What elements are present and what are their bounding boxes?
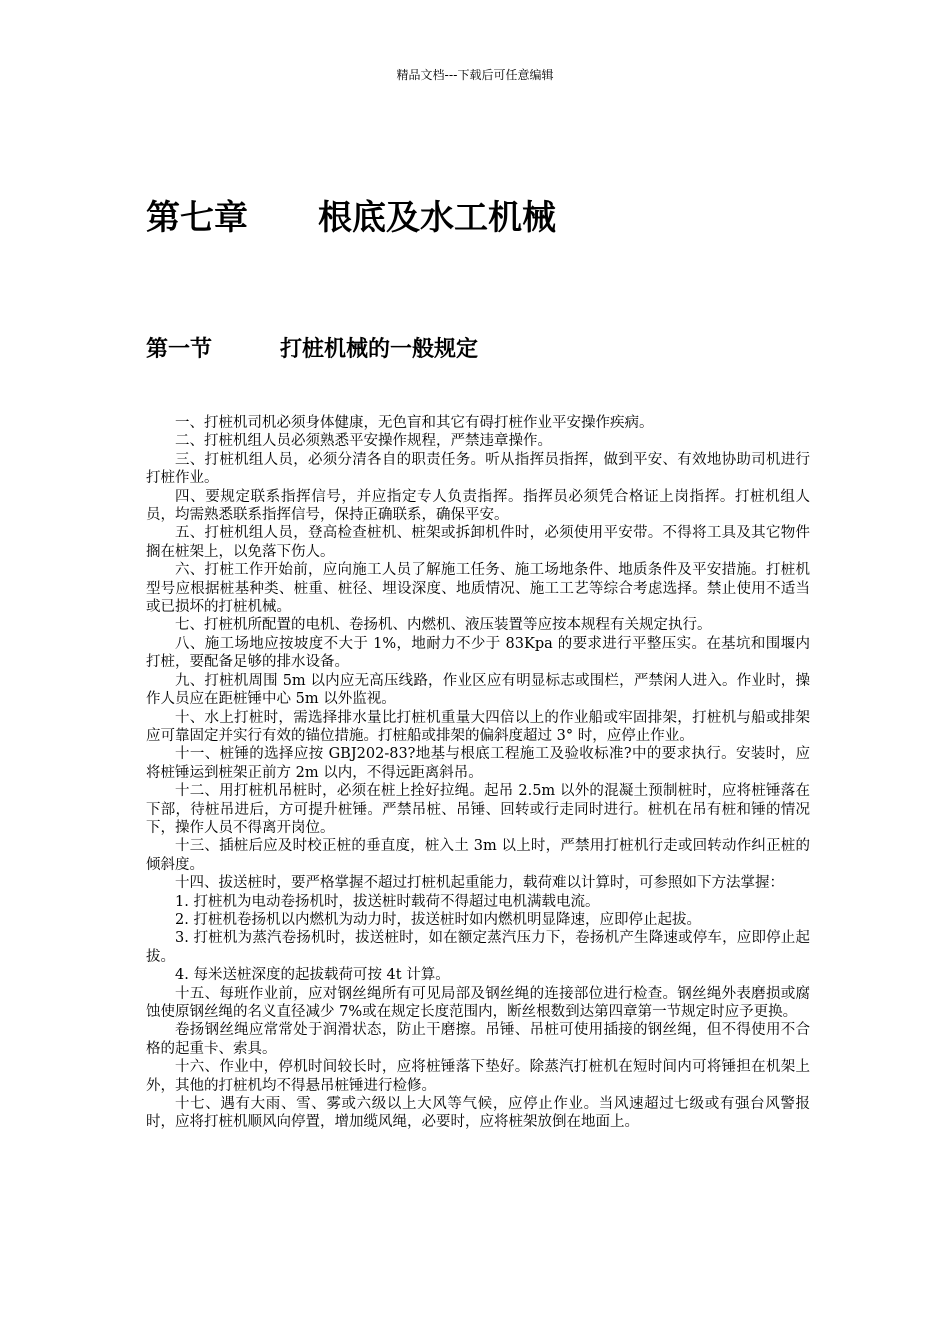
paragraph: 十五、每班作业前，应对钢丝绳所有可见局部及钢丝绳的连接部位进行检查。钢丝绳外表磨损或腐蚀使原钢丝绳的名义直径减少 7%或在规定长度范围内，断丝根数到达第四章第一节规定时应予更换。 — [146, 985, 810, 1020]
paragraph: 三、打桩机组人员，必须分清各自的职责任务。听从指挥员指挥，做到平安、有效地协助司机进行打桩作业。 — [146, 451, 810, 487]
paragraph: 一、打桩机司机必须身体健康，无色盲和其它有碍打桩作业平安操作疾病。 — [175, 415, 654, 431]
section-number: 第一节 — [146, 337, 213, 362]
paragraph: 七、打桩机所配置的电机、卷扬机、内燃机、液压装置等应按本规程有关规定执行。 — [175, 617, 712, 634]
paragraph: 十六、作业中，停机时间较长时，应将桩锤落下垫好。除蒸汽打桩机在短时间内可将锤担在机架上外，其他的打桩机均不得悬吊桩锤进行检修。 — [146, 1059, 810, 1094]
list-item: 3. 打桩机为蒸汽卷扬机时，拔送桩时，如在额定蒸汽压力下，卷扬机产生降速或停车，应即停止起拔。 — [146, 930, 810, 965]
list-item: 2. 打桩机卷扬机以内燃机为动力时，拔送桩时如内燃机明显降速，应即停止起拔。 — [175, 911, 701, 928]
page-header: 精品文档---下载后可任意编辑 — [396, 68, 554, 82]
paragraph: 六、打桩工作开始前，应向施工人员了解施工任务、施工场地条件、地质条件及平安措施。打桩机型号应根据桩基种类、桩重、桩径、埋设深度、地质情况、施工工艺等综合考虑选择。禁止使用不适当或已损坏的打桩机械。 — [146, 562, 810, 616]
paragraph: 卷扬钢丝绳应常常处于润滑状态，防止干磨擦。吊锤、吊桩可使用插接的钢丝绳，但不得使用不合格的起重卡、索具。 — [146, 1022, 810, 1057]
paragraph: 十、水上打桩时，需选择排水量比打桩机重量大四倍以上的作业船或牢固排架，打桩机与船或排架应可靠固定并实行有效的锚位措施。打桩船或排架的偏斜度超过 3° 时，应停止作业。 — [146, 709, 810, 744]
paragraph: 五、打桩机组人员，登高检查桩机、桩架或拆卸机件时，必须使用平安带。不得将工具及其它物件搁在桩架上，以免落下伤人。 — [146, 525, 810, 560]
list-item: 4. 每米送桩深度的起拔载荷可按 4t 计算。 — [175, 967, 450, 984]
section-heading — [146, 335, 478, 365]
paragraph: 四、要规定联系指挥信号，并应指定专人负责指挥。指挥员必须凭合格证上岗指挥。打桩机组人员，均需熟悉联系指挥信号，保持正确联系，确保平安。 — [146, 488, 810, 524]
chapter-number: 第七章 — [146, 198, 248, 238]
chapter-title: 根底及水工机械 — [318, 198, 556, 238]
paragraph: 八、施工场地应按坡度不大于 1%，地耐力不少于 83Kpa 的要求进行平整压实。在基坑和围堰内打桩，要配备足够的排水设备。 — [146, 635, 810, 671]
chapter-heading — [146, 196, 556, 240]
document-body — [146, 414, 810, 1132]
paragraph: 十二、用打桩机吊桩时，必须在桩上拴好拉绳。起吊 2.5m 以外的混凝土预制桩时，应将桩锤落在下部，待桩吊进后，方可提升桩锤。严禁吊桩、吊锤、回转或行走同时进行。桩机在吊有桩和锤的情况下，操作人员不得离开岗位。 — [146, 783, 810, 836]
list-item: 1. 打桩机为电动卷扬机时，拔送桩时载荷不得超过电机满载电流。 — [175, 893, 600, 910]
paragraph: 九、打桩机周围 5m 以内应无高压线路，作业区应有明显标志或围栏，严禁闲人进入。作业时，操作人员应在距桩锤中心 5m 以外监视。 — [146, 672, 810, 708]
paragraph: 十七、遇有大雨、雪、雾或六级以上大风等气候，应停止作业。当风速超过七级或有强台风警报时，应将打桩机顺风向停置，增加缆风绳，必要时，应将桩架放倒在地面上。 — [146, 1096, 810, 1131]
section-title: 打桩机械的一般规定 — [280, 337, 479, 362]
paragraph: 十四、拔送桩时，要严格掌握不超过打桩机起重能力，载荷难以计算时，可参照如下方法掌握： — [175, 875, 784, 892]
paragraph: 十三、插桩后应及时校正桩的垂直度，桩入土 3m 以上时，严禁用打桩机行走或回转动作纠正桩的倾斜度。 — [146, 838, 810, 873]
paragraph: 二、打桩机组人员必须熟悉平安操作规程，严禁违章操作。 — [175, 433, 552, 450]
paragraph: 十一、桩锤的选择应按 GBJ202-83?地基与根底工程施工及验收标准?中的要求执行。安装时，应将桩锤运到桩架正前方 2m 以内，不得远距离斜吊。 — [146, 746, 810, 781]
